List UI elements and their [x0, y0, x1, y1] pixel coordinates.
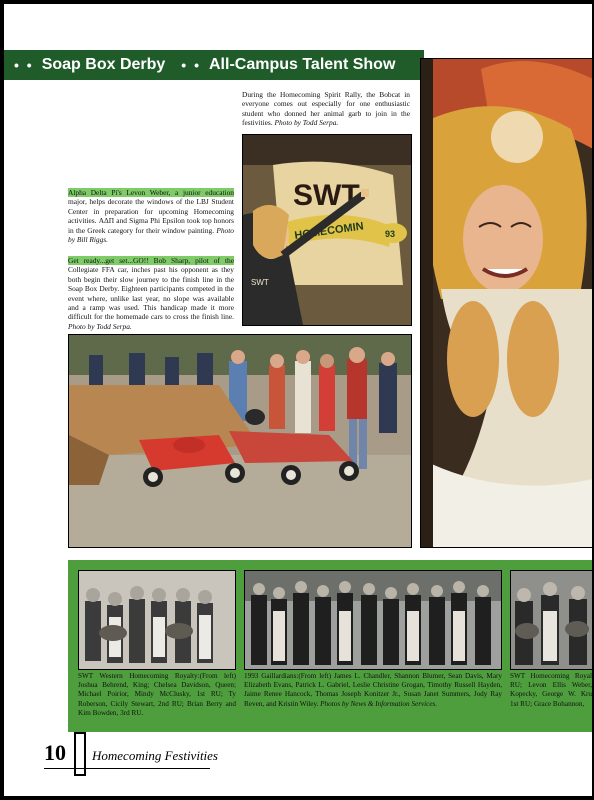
banner-bullet: • • [14, 57, 34, 73]
window-sign-93: 93 [385, 229, 396, 239]
window-photo-credit: Photo by Bill Riggs. [68, 225, 234, 245]
footer-rule [44, 768, 210, 769]
derby-caption [68, 256, 234, 331]
section-title: Homecoming Festivities [92, 748, 218, 763]
gaillardians-caption [244, 672, 502, 709]
window-sign-swt: SWT [293, 179, 360, 212]
window-caption-text: major, helps decorate the windows of the LBJ Student Center in preparation for upcoming Homecoming activities. ΑΔΠ and Sigma Phi Epsilon took top honors in the Greek category for their window painting. [68, 197, 234, 235]
banner-bullet: • • [181, 57, 201, 73]
footer-divider-bar [74, 732, 86, 776]
window-sign-homecoming: HOMECOMIN [293, 220, 365, 242]
western-royalty-photo [78, 570, 236, 670]
bobcat-costume-photo [420, 58, 592, 548]
svg-text:SWT: SWT [251, 278, 269, 287]
homecoming-royalty-caption: SWT Homecoming Royal RU; Levon Ellis Weber, Kopecky, George W. Kru 1st RU; Grace Bohannon, [510, 672, 592, 708]
banner-item-talent-show: All-Campus Talent Show [209, 56, 396, 73]
banner-item-soap-box-derby: Soap Box Derby [41, 56, 166, 73]
bobcat-photo-credit: Photo by Todd Serpa. [274, 118, 339, 128]
derby-caption-lead: Get ready...get set...GO!! Bob Sharp, pilot of the [68, 256, 234, 265]
gaillardians-photo [244, 570, 502, 670]
derby-photo-credit: Photo by Todd Serpa. [68, 321, 132, 331]
yearbook-page [4, 4, 592, 796]
western-royalty-caption: SWT Western Homecoming Royalty:(From left) Joshua Behrend, King; Chelsea Davidson, Queen; Michael Poirior, Mindy McClusky, 1st RU; Ty Roberson, Cicily Stewart, 2nd RU; Brian Berry and Kim Bowden, 3rd RU. [78, 672, 236, 717]
gaillardians-photo-credit: Photos by News & Information Services. [320, 699, 438, 708]
bobcat-caption-text: During the Homecoming Spirit Rally, the Bobcat in everyone comes out especially for one enthusiastic student who donned her animal garb to join in the festivities. [242, 90, 410, 128]
window-painting-photo [242, 134, 412, 326]
gaillardians-caption-text: 1993 Gaillardians:(From left) James L. Chandler, Shannon Blumer, Sean Davis, Mary Elizabeth Evans, Patrick L. Gabriel, Leslie Christine Grogan, Timothy Russell Hayden, Jaime Renee Hancock, Thomas Joseph Konitzer Jr., Susan Janet Summers, Jody Ray Reven, and Kristin Wiley. [244, 672, 502, 708]
bobcat-caption [242, 90, 410, 128]
section-banner [4, 50, 424, 80]
window-caption-lead: Alpha Delta Pi's Levon Weber, a junior education [68, 188, 234, 197]
derby-caption-text: Collegiate FFA car, inches past his opponent as they both begin their slow journey to the finish line in the Soap Box Derby. Eighteen participants competed in the event where, unlike last year, no slope was available and a ramp was used. This handicap made it more difficult for the homemade cars to cross the finish line. [68, 265, 234, 322]
window-caption [68, 188, 234, 244]
soap-box-derby-photo [68, 334, 412, 548]
homecoming-royalty-photo [510, 570, 592, 670]
page-number: 10 [44, 740, 66, 765]
